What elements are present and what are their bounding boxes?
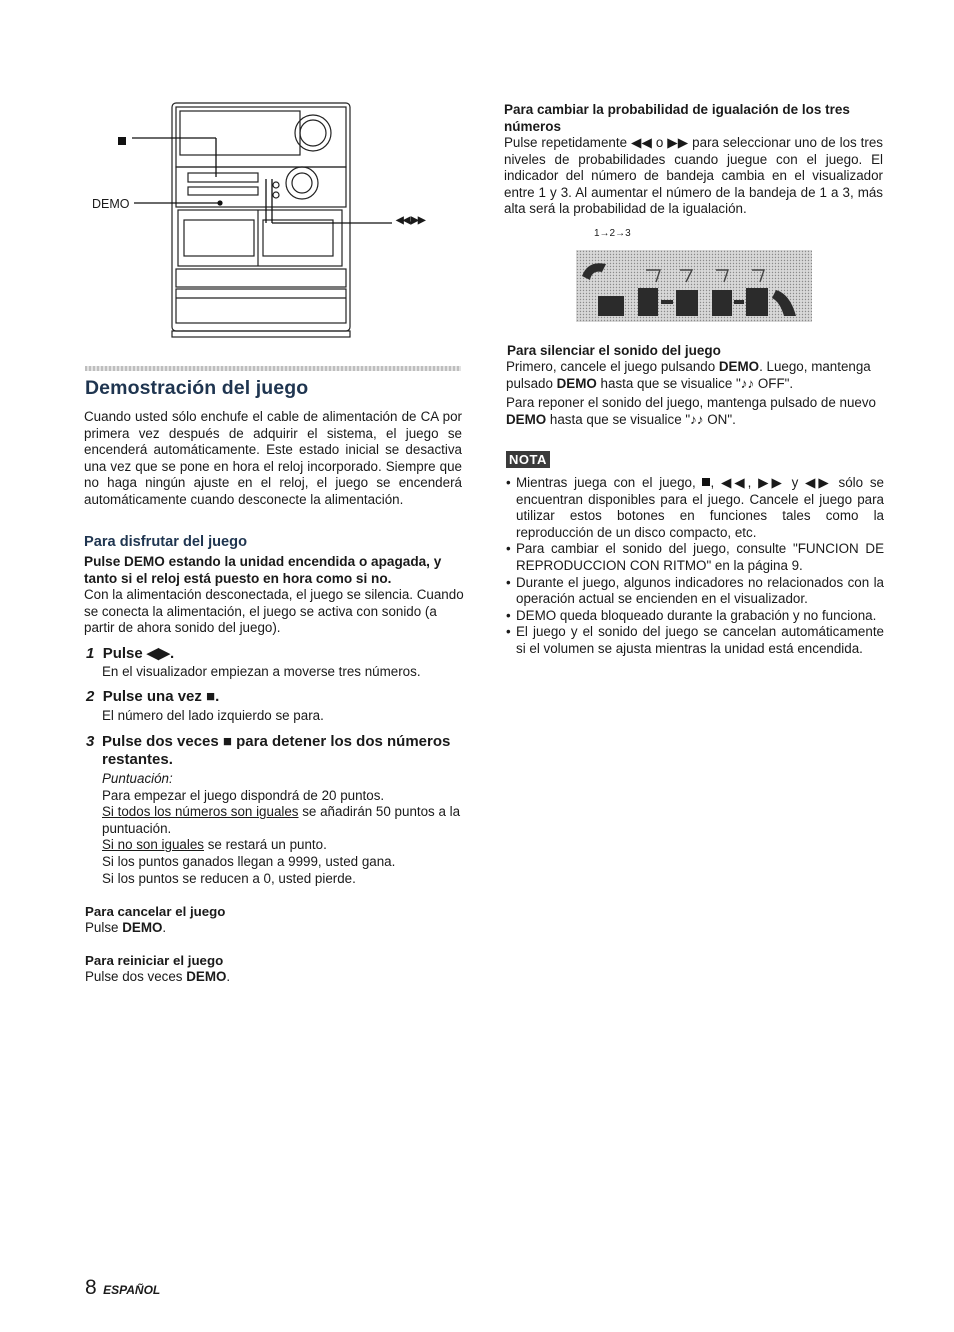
demo-keyword: DEMO: [506, 411, 547, 427]
tray-number-scale: 1→2→3: [594, 228, 631, 239]
demo-keyword: DEMO: [556, 375, 597, 391]
stop-button-callout: [118, 133, 126, 151]
silence-text: Para reponer el sonido del juego, mantenga pulsado de nuevo: [506, 395, 877, 410]
restart-text-part: Pulse dos veces: [85, 969, 187, 984]
skip-buttons-callout: ◀◀,▶▶: [396, 215, 425, 226]
silence-heading: Para silenciar el sonido del juego: [507, 343, 721, 358]
nota-item: • Para cambiar el sonido del juego, consulte "FUNCION DE REPRODUCCION CON RITMO" en la página 9.: [506, 541, 884, 574]
score-line: [102, 804, 464, 837]
step-number: 3: [86, 733, 95, 750]
score-line: Si los puntos ganados llegan a 9999, usted gana.: [102, 853, 396, 869]
stop-square-icon: [118, 137, 126, 145]
page-number: 8: [85, 1276, 97, 1299]
demo-button-callout: DEMO: [92, 197, 130, 211]
cancel-text-part: Pulse: [85, 920, 123, 935]
score-underlined: Si todos los números son iguales: [102, 804, 299, 820]
enjoy-heading: Para disfrutar del juego: [84, 534, 248, 550]
game-display-illustration: [576, 250, 812, 322]
score-text: se añadirán 50 puntos a la puntuación.: [102, 804, 461, 836]
nota-badge: [506, 451, 550, 469]
step-number: 1: [86, 645, 95, 662]
step-3-title: [86, 733, 466, 769]
demo-keyword: DEMO: [186, 969, 227, 984]
score-line: Para empezar el juego dispondrá de 20 puntos.: [102, 787, 385, 803]
nota-item: • Durante el juego, algunos indicadores no relacionados con la operación actual se encienden en el visualizador.: [506, 575, 884, 608]
cancel-heading: Para cancelar el juego: [85, 904, 226, 919]
step-number: 2: [86, 688, 95, 705]
step-title-text: Pulse dos veces ■ para detener los dos números restantes.: [102, 733, 451, 768]
nota-item: • DEMO queda bloqueado durante la grabación y no funciona.: [506, 608, 884, 625]
score-text: se restará un punto.: [204, 837, 327, 853]
step-title-text: Pulse ◀▶.: [102, 645, 175, 662]
silence-body-1: [506, 359, 886, 392]
nota-text: Mientras juega con el juego,: [516, 475, 703, 490]
nota-text: , ◀◀, ▶▶ y ◀▶ sólo se encuentran disponibles para el juego. Cancele el juego para utilizar estos botones en funciones tales como la reproducción de un disco compacto, etc.: [516, 475, 884, 540]
score-underlined: Si no son iguales: [102, 837, 204, 853]
step-title-text: Pulse una vez ■.: [102, 688, 220, 705]
demo-keyword: DEMO: [718, 359, 760, 374]
score-line: [102, 837, 464, 854]
cancel-text-part: .: [162, 920, 167, 935]
cancel-text: [85, 920, 166, 937]
enjoy-instruction: Pulse DEMO estando la unidad encendida o apagada, y tanto si el reloj está puesto en hora como si no.: [84, 554, 442, 586]
restart-text: [85, 969, 230, 986]
nota-item: • El juego y el sonido del juego se cancelan automáticamente si el volumen se ajusta mientras la unidad está encendida.: [506, 624, 884, 657]
nota-item: [506, 475, 884, 541]
enjoy-body: Con la alimentación desconectada, el juego se silencia. Cuando se conecta la alimentación, el juego se activa con sonido (a partir de ahora sonido del juego).: [84, 587, 464, 636]
nota-label: NOTA: [506, 451, 550, 468]
score-label: Puntuación:: [102, 771, 173, 786]
nota-list: [506, 475, 884, 658]
section-divider: [85, 366, 461, 371]
silence-text: hasta que se visualice "♪♪ ON".: [546, 411, 736, 427]
score-block: [102, 771, 464, 887]
restart-text-part: .: [226, 969, 231, 984]
restart-heading: Para reiniciar el juego: [85, 953, 224, 968]
section-title: Demostración del juego: [85, 377, 309, 399]
demo-intro: Cuando usted sólo enchufe el cable de alimentación de CA por primera vez después de adquirir el sistema, el juego se encenderá automáticamente. Este estado inicial se desactiva una vez que se pone en hora el reloj incorporado. Siempre que no haga ningún ajuste en el reloj, el juego se encenderá automáticamente cuando desconecte la alimentación.: [84, 409, 462, 507]
silence-body-2: [506, 395, 886, 428]
step-2-title: [86, 688, 219, 706]
score-line: Si los puntos se reducen a 0, usted pierde.: [102, 870, 356, 886]
demo-keyword: DEMO: [122, 920, 163, 935]
step-1-desc: En el visualizador empiezan a moverse tres números.: [102, 664, 421, 679]
step-2-desc: El número del lado izquierdo se para.: [102, 708, 324, 723]
probability-body: Pulse repetidamente ◀◀ o ▶▶ para seleccionar uno de los tres niveles de probabilidades cuando juegue con el juego. El indicador del número de bandeja cambia en el visualizador entre 1 y 3. Al aumentar el número de la bandeja de 1 a 3, más alta será la probabilidad de la igualación.: [504, 135, 883, 217]
silence-text: . Luego, mantenga pulsado: [506, 359, 871, 391]
silence-text: Primero, cancele el juego pulsando: [506, 359, 719, 374]
language-label: ESPAÑOL: [103, 1283, 161, 1297]
silence-text: hasta que se visualice "♪♪ OFF".: [596, 375, 794, 391]
probability-heading: Para cambiar la probabilidad de igualación de los tres números: [504, 102, 850, 134]
step-1-title: [86, 645, 174, 663]
page-footer: [85, 1276, 160, 1300]
